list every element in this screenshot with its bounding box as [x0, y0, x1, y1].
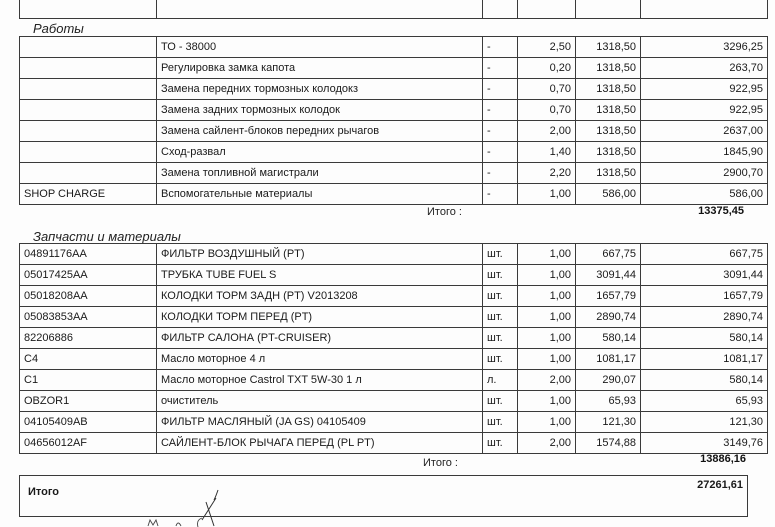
table-row [20, 433, 768, 454]
works-table [19, 36, 768, 205]
table-row [20, 0, 768, 19]
parts-section-title: Запчасти и материалы [33, 229, 181, 244]
table-row [20, 349, 768, 370]
cell-price: 2890,74 [576, 307, 641, 328]
cell-code: 05017425AA [20, 265, 157, 286]
cell-price: 1318,50 [576, 121, 641, 142]
table-row [20, 391, 768, 412]
cell-qty: 2,00 [518, 433, 576, 454]
cell-code: C4 [20, 349, 157, 370]
cell-price: 290,07 [576, 370, 641, 391]
cell-sum: 667,75 [641, 244, 768, 265]
cell-code [20, 37, 157, 58]
cell-code: SHOP CHARGE [20, 184, 157, 205]
cell-code [20, 58, 157, 79]
cell-qty [518, 0, 576, 19]
cell-code: 04656012AF [20, 433, 157, 454]
table-row [20, 412, 768, 433]
cell-price: 1574,88 [576, 433, 641, 454]
cell-sum [641, 0, 768, 19]
cell-qty: 1,00 [518, 265, 576, 286]
works-total-label: Итого : [427, 206, 462, 218]
signature-icon [130, 480, 250, 527]
cell-code [20, 79, 157, 100]
table-row [20, 79, 768, 100]
cell-sum: 580,14 [641, 370, 768, 391]
cell-price: 1318,50 [576, 37, 641, 58]
cell-price: 1318,50 [576, 163, 641, 184]
table-row [20, 370, 768, 391]
works-section-title: Работы [33, 21, 84, 36]
cell-unit: - [483, 37, 518, 58]
cell-unit: - [483, 184, 518, 205]
cell-qty: 0,70 [518, 100, 576, 121]
cell-name: Масло моторное 4 л [157, 349, 483, 370]
cell-unit: - [483, 163, 518, 184]
cell-name: очиститель [157, 391, 483, 412]
cell-unit: шт. [483, 328, 518, 349]
cell-unit [483, 0, 518, 19]
cell-code: 82206886 [20, 328, 157, 349]
cell-qty: 1,00 [518, 349, 576, 370]
cell-name: Замена сайлент-блоков передних рычагов [157, 121, 483, 142]
cell-sum: 2900,70 [641, 163, 768, 184]
cell-code: 05018208AA [20, 286, 157, 307]
cell-qty: 1,00 [518, 391, 576, 412]
cell-unit: шт. [483, 391, 518, 412]
cell-code [20, 100, 157, 121]
cell-unit: - [483, 142, 518, 163]
cell-unit: - [483, 79, 518, 100]
cell-code: OBZOR1 [20, 391, 157, 412]
cell-price: 121,30 [576, 412, 641, 433]
cell-qty: 1,00 [518, 412, 576, 433]
parts-total-label: Итого : [423, 457, 458, 469]
cell-name: КОЛОДКИ ТОРМ ЗАДН (PT) V2013208 [157, 286, 483, 307]
cell-sum: 1845,90 [641, 142, 768, 163]
cell-code: 04891176AA [20, 244, 157, 265]
cell-name [157, 0, 483, 19]
cell-qty: 1,00 [518, 328, 576, 349]
table-row [20, 58, 768, 79]
table-row [20, 37, 768, 58]
header-table-partial [19, 0, 768, 19]
cell-qty: 0,20 [518, 58, 576, 79]
cell-qty: 1,00 [518, 286, 576, 307]
cell-name: Регулировка замка капота [157, 58, 483, 79]
cell-qty: 1,00 [518, 184, 576, 205]
cell-unit: - [483, 58, 518, 79]
cell-sum: 263,70 [641, 58, 768, 79]
cell-price: 3091,44 [576, 265, 641, 286]
cell-sum: 3091,44 [641, 265, 768, 286]
cell-sum: 121,30 [641, 412, 768, 433]
grand-total-value: 27261,61 [697, 479, 743, 491]
cell-unit: шт. [483, 286, 518, 307]
cell-price: 1318,50 [576, 100, 641, 121]
cell-code: 05083853AA [20, 307, 157, 328]
cell-name: Замена передних тормозных колодокз [157, 79, 483, 100]
cell-sum: 3296,25 [641, 37, 768, 58]
cell-name: ФИЛЬТР ВОЗДУШНЫЙ (PT) [157, 244, 483, 265]
cell-qty: 1,40 [518, 142, 576, 163]
cell-price: 1657,79 [576, 286, 641, 307]
cell-sum: 2637,00 [641, 121, 768, 142]
cell-unit: л. [483, 370, 518, 391]
cell-sum: 2890,74 [641, 307, 768, 328]
table-row [20, 244, 768, 265]
cell-name: Масло моторное Castrol TXT 5W-30 1 л [157, 370, 483, 391]
cell-price: 667,75 [576, 244, 641, 265]
table-row [20, 307, 768, 328]
cell-code: 04105409AB [20, 412, 157, 433]
cell-name: Замена топливной магистрали [157, 163, 483, 184]
cell-sum: 922,95 [641, 100, 768, 121]
cell-sum: 922,95 [641, 79, 768, 100]
cell-unit: шт. [483, 265, 518, 286]
cell-sum: 65,93 [641, 391, 768, 412]
cell-name: Сход-развал [157, 142, 483, 163]
cell-price: 580,14 [576, 328, 641, 349]
cell-name: ФИЛЬТР САЛОНА (PT-CRUISER) [157, 328, 483, 349]
cell-qty: 2,50 [518, 37, 576, 58]
grand-total-label: Итого [28, 486, 60, 498]
cell-code [20, 0, 157, 19]
cell-name: ФИЛЬТР МАСЛЯНЫЙ (JA GS) 04105409 [157, 412, 483, 433]
cell-code [20, 121, 157, 142]
cell-price: 1318,50 [576, 58, 641, 79]
cell-qty: 2,00 [518, 370, 576, 391]
table-row [20, 286, 768, 307]
cell-sum: 3149,76 [641, 433, 768, 454]
cell-code [20, 142, 157, 163]
parts-table [19, 243, 768, 454]
cell-qty: 1,00 [518, 307, 576, 328]
cell-sum: 586,00 [641, 184, 768, 205]
table-row [20, 121, 768, 142]
cell-unit: - [483, 100, 518, 121]
cell-unit: шт. [483, 412, 518, 433]
cell-name: Вспомогательные материалы [157, 184, 483, 205]
cell-price: 586,00 [576, 184, 641, 205]
cell-name: ТРУБКА TUBE FUEL S [157, 265, 483, 286]
cell-unit: шт. [483, 433, 518, 454]
table-row [20, 328, 768, 349]
cell-qty: 1,00 [518, 244, 576, 265]
cell-price [576, 0, 641, 19]
cell-sum: 1657,79 [641, 286, 768, 307]
cell-price: 65,93 [576, 391, 641, 412]
grand-total-box [19, 475, 748, 517]
cell-unit: шт. [483, 349, 518, 370]
table-row [20, 142, 768, 163]
cell-price: 1081,17 [576, 349, 641, 370]
cell-sum: 1081,17 [641, 349, 768, 370]
cell-qty: 2,20 [518, 163, 576, 184]
cell-sum: 580,14 [641, 328, 768, 349]
cell-name: ТО - 38000 [157, 37, 483, 58]
cell-price: 1318,50 [576, 79, 641, 100]
table-row [20, 265, 768, 286]
table-row [20, 184, 768, 205]
cell-qty: 0,70 [518, 79, 576, 100]
cell-name: Замена задних тормозных колодок [157, 100, 483, 121]
parts-total-value: 13886,16 [700, 453, 746, 465]
cell-qty: 2,00 [518, 121, 576, 142]
cell-price: 1318,50 [576, 142, 641, 163]
cell-name: САЙЛЕНТ-БЛОК РЫЧАГА ПЕРЕД (PL PT) [157, 433, 483, 454]
works-total-value: 13375,45 [698, 205, 744, 217]
cell-unit: шт. [483, 244, 518, 265]
table-row [20, 100, 768, 121]
cell-unit: шт. [483, 307, 518, 328]
cell-code [20, 163, 157, 184]
cell-name: КОЛОДКИ ТОРМ ПЕРЕД (PT) [157, 307, 483, 328]
table-row [20, 163, 768, 184]
cell-unit: - [483, 121, 518, 142]
cell-code: C1 [20, 370, 157, 391]
